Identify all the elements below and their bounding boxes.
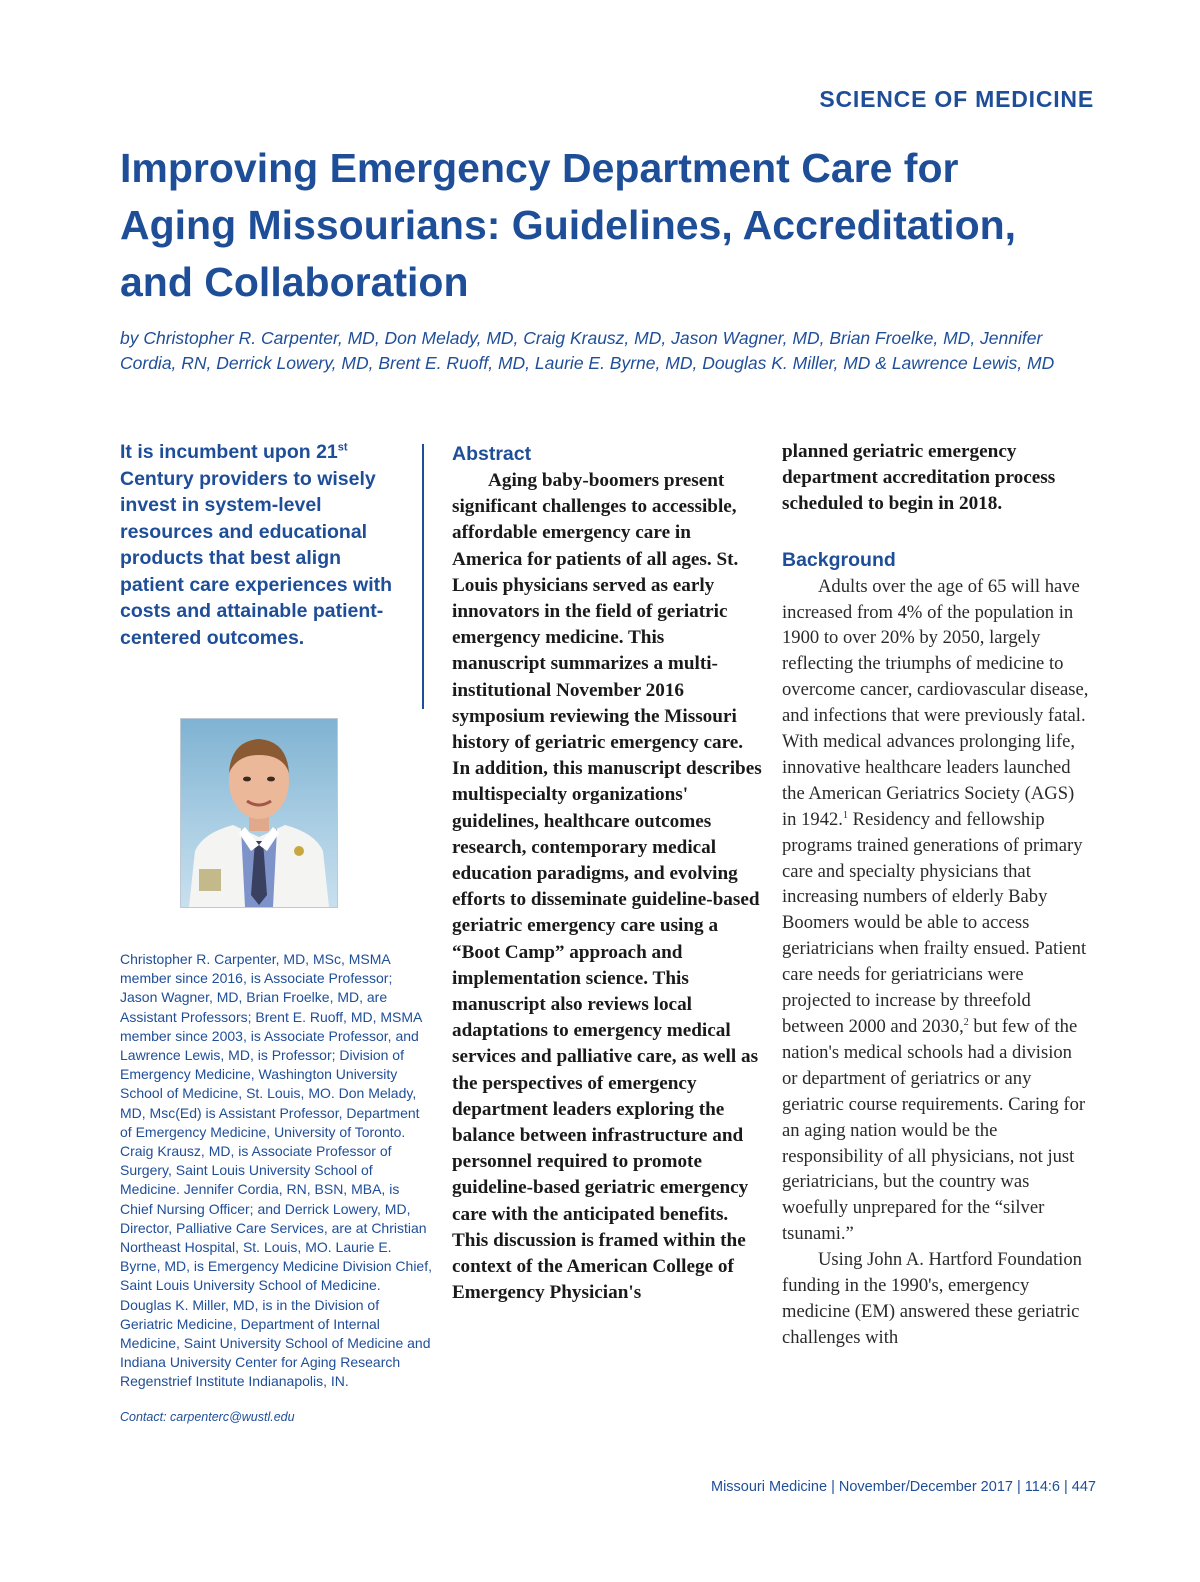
abstract-text: Aging baby-boomers present significant challenges to accessible, affordable emergency care in America for patients of all ages. St. Louis physicians served as early innovators in the field of geriatric emergency medicine. This manuscript summarizes a multi-institutional November 2016 symposium reviewing the Missouri history of geriatric emergency care. In addition, this manuscript describes multispecialty organizations' guidelines, healthcare outcomes research, contemporary medical education paradigms, and evolving efforts to disseminate guideline-based geriatric emergency care using a “Boot Camp” approach and implementation science. This manuscript also reviews local adaptations to emergency medical services and palliative care, as well as the perspectives of emergency department leaders exploring the balance between infrastructure and personnel required to promote guideline-based geriatric emergency care with the anticipated benefits. This discussion is framed within the context of the American College of Emergency Physician's xyxy=(452,470,762,1304)
background-text-part2: Residency and fellowship programs trained generations of primary care and specialty physicians that increasing numbers of elderly Baby Boomers would be able to access geriatricians when frailty ensued. Patient care needs for geriatricians were projected to increase by threefold between 2000 and 2030, xyxy=(782,808,1087,1038)
right-column xyxy=(782,439,1092,1351)
author-photo xyxy=(180,718,338,908)
author-portrait-icon xyxy=(181,719,337,907)
footer-citation: Missouri Medicine | November/December 2017 | 114:6 | 447 xyxy=(711,1479,1096,1495)
background-paragraph-2: Using John A. Hartford Foundation funding in the 1990's, emergency medicine (EM) answered these geriatric challenges with xyxy=(782,1249,1082,1348)
author-byline: by Christopher R. Carpenter, MD, Don Melady, MD, Craig Krausz, MD, Jason Wagner, MD, Brian Froelke, MD, Jennifer Cordia, RN, Derrick Lowery, MD, Brent E. Ruoff, MD, Laurie E. Byrne, MD, Douglas K. Miller, MD & Lawrence Lewis, MD xyxy=(120,328,1055,373)
reference-2: 2 xyxy=(963,1016,969,1028)
background-text-part1: Adults over the age of 65 will have increased from 4% of the population in 1900 to over 20% by 2050, largely reflecting the triumphs of medicine to overcome cancer, cardiovascular disease, and infections that were previously fatal. With medical advances prolonging life, innovative healthcare leaders launched the American Geriatrics Society (AGS) in 1942. xyxy=(782,575,1089,830)
background-text-part3: but few of the nation's medical schools had a division or department of geriatrics or any geriatric course requirements. Caring for an aging nation would be the responsibility of all physicians, not just geriatricians, but the country was woefully unprepared for the “silver tsunami.” xyxy=(782,1016,1086,1245)
pull-quote-superscript: st xyxy=(337,441,348,454)
contact-email: Contact: carpenterc@wustl.edu xyxy=(120,1410,295,1424)
abstract-continued: planned geriatric emergency department accreditation process scheduled to begin in 2018. xyxy=(782,441,1056,515)
abstract-column xyxy=(452,442,762,1307)
pull-quote xyxy=(120,439,404,651)
reference-1: 1 xyxy=(842,809,848,821)
author-bio: Christopher R. Carpenter, MD, MSc, MSMA member since 2016, is Associate Professor; Jason Wagner, MD, Brian Froelke, MD, are Assistant Professors; Brent E. Ruoff, MD, MSMA member since 2003, is Associate Professor, and Lawrence Lewis, MD, is Professor; Division of Emergency Medicine, Washington University School of Medicine, St. Louis, MO. Don Melady, MD, Msc(Ed) is Assistant Professor, Department of Emergency Medicine, University of Toronto. Craig Krausz, MD, is Associate Professor of Surgery, Saint Louis University School of Medicine. Jennifer Cordia, RN, BSN, MBA, is Chief Nursing Officer; and Derrick Lowery, MD, Director, Palliative Care Services, are at Christian Northeast Hospital, St. Louis, MO. Laurie E. Byrne, MD, is Emergency Medicine Division Chief, Saint Louis University School of Medicine. Douglas K. Miller, MD, is in the Division of Geriatric Medicine, Department of Internal Medicine, Saint University School of Medicine and Indiana University Center for Aging Research Regenstrief Institute Indianapolis, IN. xyxy=(120,951,432,1390)
pull-quote-divider xyxy=(422,444,424,709)
section-label: SCIENCE OF MEDICINE xyxy=(819,86,1094,112)
abstract-heading: Abstract xyxy=(452,443,532,465)
article-title: Improving Emergency Department Care for Aging Missourians: Guidelines, Accreditation, and Collaboration xyxy=(120,145,1017,305)
background-paragraph xyxy=(782,574,1092,1248)
background-heading: Background xyxy=(782,548,896,571)
pull-quote-lead: It is incumbent upon 21 xyxy=(120,441,338,463)
pull-quote-rest: Century providers to wisely invest in system-level resources and educational products that best align patient care experiences with costs and attainable patient-centered outcomes. xyxy=(120,467,393,649)
